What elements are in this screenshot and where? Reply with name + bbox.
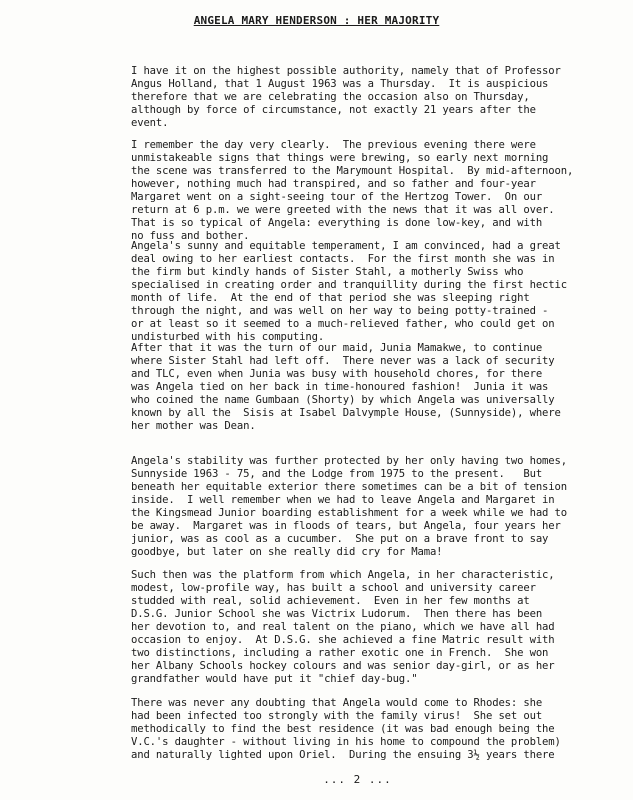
- text-line: I remember the day very clearly. The previous evening there were: [131, 139, 536, 151]
- text-line: where Sister Stahl had left off. There never was a lack of security: [131, 355, 555, 367]
- text-line: That is so typical of Angela: everything is done low-key, and with: [131, 217, 543, 229]
- text-line: therefore that we are celebrating the occasion also on Thursday,: [131, 91, 530, 103]
- text-line: Angus Holland, that 1 August 1963 was a Thursday. It is auspicious: [131, 78, 549, 90]
- document-title: ANGELA MARY HENDERSON : HER MAJORITY: [193, 14, 440, 27]
- text-line: D.S.G. Junior School she was Victrix Ludorum. Then there has been: [131, 608, 543, 620]
- text-line: however, nothing much had transpired, and so father and four-year: [131, 178, 536, 190]
- paragraph-5: [131, 455, 611, 559]
- text-line: the scene was transferred to the Marymount Hospital. By mid-afternoon,: [131, 165, 574, 177]
- text-line: modest, low-profile way, has built a school and university career: [131, 582, 536, 594]
- text-line: who coined the name Gumbaan (Shorty) by which Angela was universally: [131, 394, 555, 406]
- text-line: beneath her equitable exterior there sometimes can be a bit of tension: [131, 481, 567, 493]
- text-line: and naturally lighted upon Oriel. During the ensuing 3½ years there: [131, 749, 555, 761]
- text-line: occasion to enjoy. At D.S.G. she achieved a fine Matric result with: [131, 634, 555, 646]
- text-line: return at 6 p.m. we were greeted with the news that it was all over.: [131, 204, 555, 216]
- text-line: specialised in creating order and tranquillity during the first hectic: [131, 279, 567, 291]
- paragraph-7: [131, 697, 611, 762]
- text-line: Angela's sunny and equitable temperament, I am convinced, had a great: [131, 240, 561, 252]
- paragraph-3: [131, 240, 611, 344]
- text-line: the firm but kindly hands of Sister Stahl, a motherly Swiss who: [131, 266, 524, 278]
- text-line: junior, was as cool as a cucumber. She put on a brave front to say: [131, 533, 549, 545]
- text-line: the Kingsmead Junior boarding establishment for a week while we had to: [131, 507, 567, 519]
- text-line: undisturbed with his computing.: [131, 331, 325, 343]
- text-line: unmistakeable signs that things were brewing, so early next morning: [131, 152, 549, 164]
- text-line: known by all the Sisis at Isabel Dalvymple House, (Sunnyside), where: [131, 407, 561, 419]
- text-line: two distinctions, including a rather exotic one in French. She won: [131, 647, 549, 659]
- text-line: inside. I well remember when we had to leave Angela and Margaret in: [131, 494, 555, 506]
- text-line: Angela's stability was further protected by her only having two homes,: [131, 455, 567, 467]
- text-line: goodbye, but later on she really did cry for Mama!: [131, 546, 443, 558]
- text-line: was Angela tied on her back in time-honoured fashion! Junia it was: [131, 381, 549, 393]
- text-line: I have it on the highest possible authority, namely that of Professor: [131, 65, 561, 77]
- text-line: had been infected too strongly with the family virus! She set out: [131, 710, 543, 722]
- text-line: her Albany Schools hockey colours and was senior day-girl, or as her: [131, 660, 555, 672]
- text-line: grandfather would have put it "chief day-bug.": [131, 673, 418, 685]
- text-line: methodically to find the best residence (it was bad enough being the: [131, 723, 555, 735]
- text-line: be away. Margaret was in floods of tears, but Angela, four years her: [131, 520, 561, 532]
- text-line: After that it was the turn of our maid, Junia Mamakwe, to continue: [131, 342, 543, 354]
- text-line: Such then was the platform from which Angela, in her characteristic,: [131, 569, 555, 581]
- text-line: and TLC, even when Junia was busy with household chores, for there: [131, 368, 543, 380]
- text-line: V.C.'s daughter - without living in his home to compound the problem): [131, 736, 561, 748]
- text-line: There was never any doubting that Angela would come to Rhodes: she: [131, 697, 543, 709]
- page-number: ... 2 ...: [323, 773, 392, 786]
- text-line: her devotion to, and real talent on the piano, which we have all had: [131, 621, 555, 633]
- text-line: Margaret went on a sight-seeing tour of the Hertzog Tower. On our: [131, 191, 543, 203]
- paragraph-6: [131, 569, 611, 686]
- text-line: through the night, and was well on her way to being potty-trained -: [131, 305, 549, 317]
- text-line: deal owing to her earliest contacts. For the first month she was in: [131, 253, 555, 265]
- text-line: or at least so it seemed to a much-relieved father, who could get on: [131, 318, 555, 330]
- text-line: no fuss and bother.: [131, 230, 250, 242]
- paragraph-4: [131, 342, 611, 433]
- text-line: event.: [131, 117, 169, 129]
- text-line: month of life. At the end of that period she was sleeping right: [131, 292, 530, 304]
- text-line: Sunnyside 1963 - 75, and the Lodge from 1975 to the present. But: [131, 468, 543, 480]
- text-line: although by force of circumstance, not exactly 21 years after the: [131, 104, 536, 116]
- text-line: her mother was Dean.: [131, 420, 256, 432]
- text-line: studded with real, solid achievement. Even in her few months at: [131, 595, 530, 607]
- paragraph-2: [131, 139, 611, 243]
- paragraph-1: [131, 65, 611, 130]
